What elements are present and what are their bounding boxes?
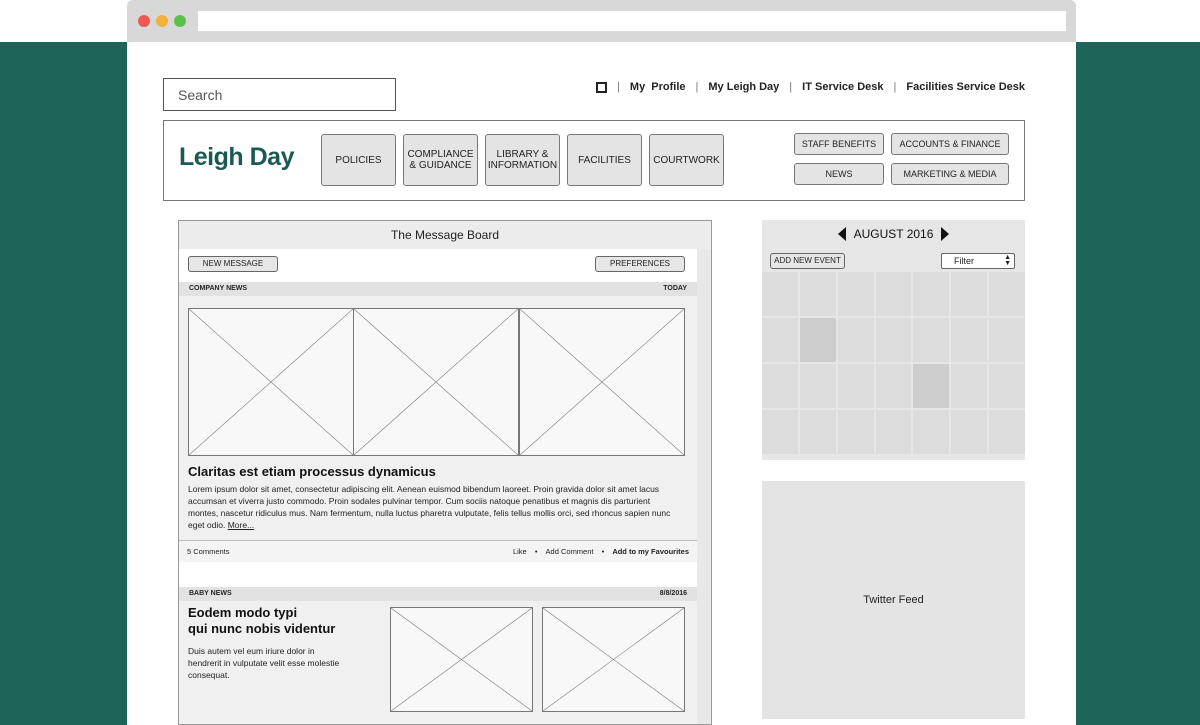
like-link[interactable]: Like bbox=[512, 547, 527, 556]
calendar-header bbox=[762, 220, 1025, 248]
search-input[interactable]: Search bbox=[163, 78, 396, 111]
calendar-day[interactable] bbox=[800, 318, 836, 362]
nav-news-button[interactable]: NEWS bbox=[794, 163, 884, 185]
section-bar bbox=[179, 587, 697, 601]
browser-chrome bbox=[127, 0, 1076, 42]
image-placeholder bbox=[353, 308, 519, 456]
add-new-event-button[interactable]: ADD NEW EVENT bbox=[770, 253, 845, 269]
calendar-day[interactable] bbox=[989, 410, 1025, 454]
calendar-day[interactable] bbox=[951, 318, 987, 362]
calendar-day[interactable] bbox=[838, 364, 874, 408]
calendar-day[interactable] bbox=[913, 272, 949, 316]
my-leigh-day-link[interactable]: My Leigh Day bbox=[708, 80, 780, 93]
nav-library-button[interactable]: LIBRARY & INFORMATION bbox=[485, 134, 560, 186]
calendar-day[interactable] bbox=[951, 364, 987, 408]
calendar-day[interactable] bbox=[989, 318, 1025, 362]
scrollbar[interactable] bbox=[697, 249, 711, 724]
calendar-grid bbox=[762, 272, 1025, 454]
more-link[interactable]: More... bbox=[227, 520, 255, 530]
post-body-text: Lorem ipsum dolor sit amet, consectetur adipiscing elit. Aenean euismod bibendum laoreet. Proin gravida dolor sit amet lacus accumsan et viverra justo commodo. Proin sodales pulvinar tempor. Cum sociis natoque penatibus et magnis dis parturient montes, nascetur ridiculus mus. Nam fermentum, nulla luctus pharetra vulputate, felis tellus mollis orci, sed rhoncus sapien nunc eget odio. bbox=[188, 484, 671, 530]
browser-window bbox=[127, 0, 1076, 725]
twitter-feed bbox=[762, 481, 1025, 719]
calendar-day[interactable] bbox=[913, 410, 949, 454]
top-links: | My Profile | My Leigh Day | IT Service Desk | Facilities Service Desk bbox=[596, 80, 1025, 93]
next-month-arrow-icon[interactable] bbox=[941, 227, 949, 241]
calendar-month: AUGUST 2016 bbox=[853, 227, 934, 241]
calendar-day[interactable] bbox=[913, 364, 949, 408]
add-to-favourites-link[interactable]: Add to my Favourites bbox=[612, 547, 689, 556]
section-label: COMPANY NEWS bbox=[189, 285, 248, 292]
it-service-desk-link[interactable]: IT Service Desk bbox=[802, 80, 884, 93]
post-baby-news bbox=[179, 601, 697, 725]
image-placeholder bbox=[188, 308, 354, 456]
calendar-day[interactable] bbox=[762, 272, 798, 316]
section-label: BABY NEWS bbox=[189, 590, 232, 597]
preferences-button[interactable]: PREFERENCES bbox=[595, 256, 685, 272]
calendar-day[interactable] bbox=[838, 272, 874, 316]
calendar-day[interactable] bbox=[762, 318, 798, 362]
image-placeholder bbox=[542, 607, 685, 712]
post-footer: 5 Comments Like • Add Comment • Add to my Favourites bbox=[179, 540, 697, 562]
image-placeholder bbox=[519, 308, 685, 456]
nav-accounts-finance-button[interactable]: ACCOUNTS & FINANCE bbox=[891, 133, 1009, 155]
nav-staff-benefits-button[interactable]: STAFF BENEFITS bbox=[794, 133, 884, 155]
calendar-day[interactable] bbox=[762, 410, 798, 454]
nav-courtwork-button[interactable]: COURTWORK bbox=[649, 134, 724, 186]
select-arrows-icon: ▲ ▼ bbox=[1004, 254, 1011, 267]
calendar-day[interactable] bbox=[876, 272, 912, 316]
calendar-day[interactable] bbox=[800, 364, 836, 408]
post-body: Duis autem vel eum iriure dolor in hendrerit in vulputate velit esse molestie consequat. bbox=[188, 646, 340, 680]
nav-compliance-button[interactable]: COMPLIANCE & GUIDANCE bbox=[403, 134, 478, 186]
calendar-widget bbox=[762, 220, 1025, 460]
leigh-day-logo[interactable]: Leigh Day bbox=[179, 143, 294, 171]
my-profile-link[interactable]: My Profile bbox=[629, 80, 686, 93]
calendar-day[interactable] bbox=[838, 410, 874, 454]
checkbox-icon[interactable] bbox=[596, 82, 607, 93]
message-board bbox=[178, 220, 712, 725]
post-date: TODAY bbox=[663, 285, 687, 292]
nav-marketing-media-button[interactable]: MARKETING & MEDIA bbox=[891, 163, 1009, 185]
calendar-day[interactable] bbox=[876, 318, 912, 362]
twitter-feed-label: Twitter Feed bbox=[863, 594, 924, 606]
minimize-window-dot[interactable] bbox=[156, 15, 168, 27]
message-board-content bbox=[179, 249, 697, 724]
calendar-day[interactable] bbox=[800, 410, 836, 454]
post-company-news bbox=[179, 296, 697, 556]
nav-policies-button[interactable]: POLICIES bbox=[321, 134, 396, 186]
message-board-title: The Message Board bbox=[179, 221, 711, 249]
calendar-day[interactable] bbox=[838, 318, 874, 362]
new-message-button[interactable]: NEW MESSAGE bbox=[188, 256, 278, 272]
post-date: 8/8/2016 bbox=[659, 590, 687, 597]
maximize-window-dot[interactable] bbox=[174, 15, 186, 27]
close-window-dot[interactable] bbox=[138, 15, 150, 27]
post-title[interactable]: Claritas est etiam processus dynamicus bbox=[188, 464, 436, 479]
section-bar bbox=[179, 282, 697, 296]
calendar-day[interactable] bbox=[800, 272, 836, 316]
calendar-day[interactable] bbox=[876, 410, 912, 454]
calendar-day[interactable] bbox=[876, 364, 912, 408]
previous-month-arrow-icon[interactable] bbox=[838, 227, 846, 241]
calendar-day[interactable] bbox=[989, 272, 1025, 316]
facilities-service-desk-link[interactable]: Facilities Service Desk bbox=[906, 80, 1025, 93]
calendar-day[interactable] bbox=[951, 410, 987, 454]
image-placeholder bbox=[390, 607, 533, 712]
nav-facilities-button[interactable]: FACILITIES bbox=[567, 134, 642, 186]
post-body bbox=[188, 483, 678, 531]
comments-link[interactable]: 5 Comments bbox=[187, 547, 230, 556]
calendar-day[interactable] bbox=[762, 364, 798, 408]
post-title[interactable]: Eodem modo typi qui nunc nobis videntur bbox=[188, 605, 336, 636]
calendar-day[interactable] bbox=[913, 318, 949, 362]
filter-select[interactable]: Filter ▲ ▼ bbox=[941, 253, 1015, 269]
calendar-day[interactable] bbox=[951, 272, 987, 316]
address-bar[interactable] bbox=[198, 11, 1066, 31]
add-comment-link[interactable]: Add Comment bbox=[545, 547, 594, 556]
calendar-day[interactable] bbox=[989, 364, 1025, 408]
site-header bbox=[163, 120, 1025, 201]
